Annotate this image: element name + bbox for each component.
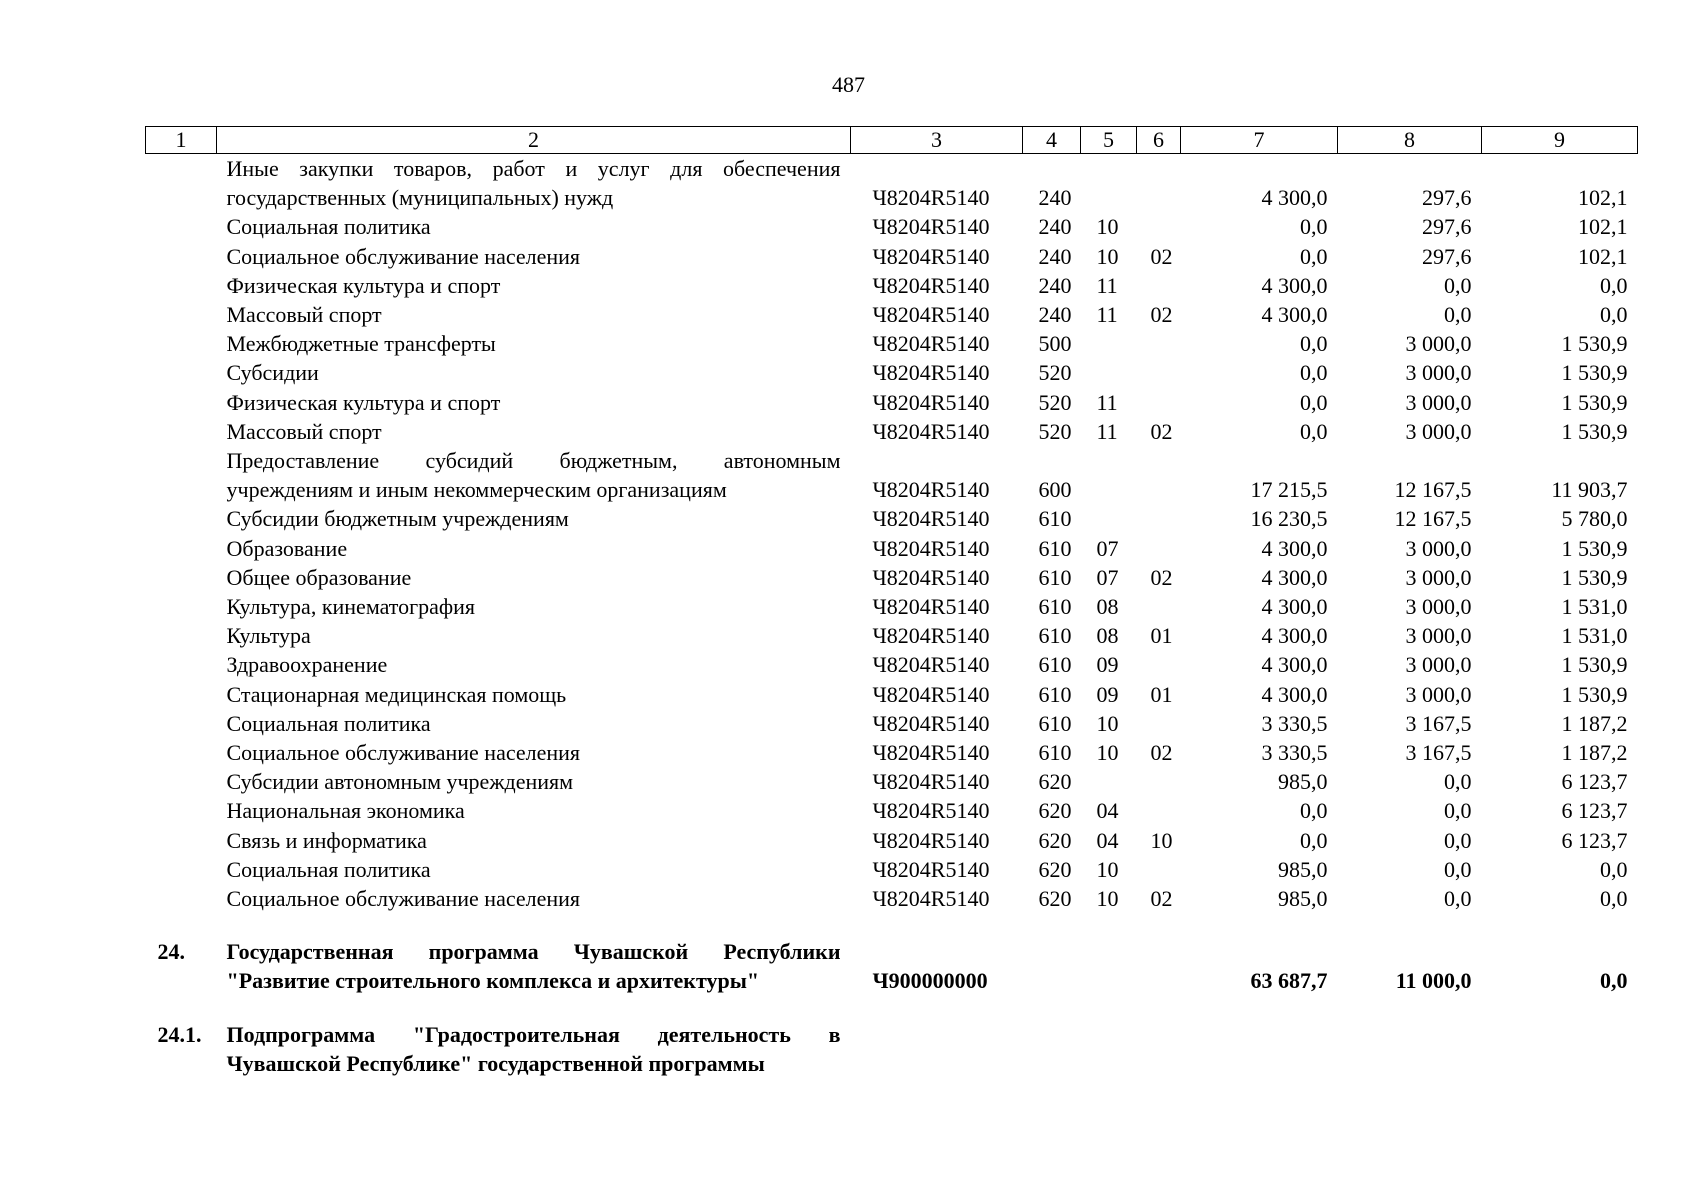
expense-type: 610 bbox=[1038, 535, 1072, 561]
section-code: 07 bbox=[1096, 564, 1119, 590]
subsection-code bbox=[1137, 504, 1181, 533]
col-header-9: 9 bbox=[1482, 127, 1638, 154]
row-number bbox=[146, 446, 217, 504]
table-row bbox=[146, 650, 1638, 679]
row-name: Культура, кинематография bbox=[226, 594, 476, 620]
amount-col-7: 63 687,7 bbox=[1250, 968, 1328, 994]
amount-col-9: 11 903,7 bbox=[1551, 477, 1628, 503]
row-number: 24. bbox=[157, 939, 185, 965]
row-spacer bbox=[146, 996, 1638, 1020]
expense-type: 600 bbox=[1038, 477, 1072, 503]
col-header-7: 7 bbox=[1181, 127, 1338, 154]
expense-type: 620 bbox=[1038, 827, 1072, 853]
row-number bbox=[146, 154, 217, 213]
section-code bbox=[1081, 329, 1137, 358]
amount-col-8: 0,0 bbox=[1444, 769, 1472, 795]
amount-col-7: 3 330,5 bbox=[1261, 710, 1328, 736]
expense-type: 610 bbox=[1038, 681, 1072, 707]
table-row bbox=[146, 358, 1638, 387]
table-row bbox=[146, 504, 1638, 533]
row-name: Связь и информатика bbox=[226, 827, 427, 853]
subsection-code bbox=[1137, 767, 1181, 796]
amount-col-9: 1 530,9 bbox=[1561, 535, 1628, 561]
amount-col-8: 11 000,0 bbox=[1395, 968, 1472, 994]
expense-type bbox=[1023, 1020, 1081, 1078]
amount-col-8: 0,0 bbox=[1444, 827, 1472, 853]
row-name: Социальная политика bbox=[226, 856, 431, 882]
row-number bbox=[146, 504, 217, 533]
subsection-code bbox=[1137, 154, 1181, 213]
subsection-code bbox=[1137, 937, 1181, 995]
section-code: 11 bbox=[1096, 302, 1118, 328]
table-header bbox=[146, 127, 1638, 154]
row-name: Физическая культура и спорт bbox=[226, 389, 501, 415]
expense-type: 620 bbox=[1038, 886, 1072, 912]
expense-type: 620 bbox=[1038, 798, 1072, 824]
amount-col-7: 4 300,0 bbox=[1261, 623, 1328, 649]
table-row bbox=[146, 1020, 1638, 1078]
subsection-code bbox=[1137, 650, 1181, 679]
expense-type: 610 bbox=[1038, 506, 1072, 532]
table-row bbox=[146, 242, 1638, 271]
section-code bbox=[1081, 358, 1137, 387]
row-number bbox=[146, 855, 217, 884]
subsection-code bbox=[1137, 329, 1181, 358]
target-code: Ч8204R5140 bbox=[872, 856, 990, 882]
expense-type: 500 bbox=[1038, 331, 1072, 357]
table-row bbox=[146, 592, 1638, 621]
target-code: Ч8204R5140 bbox=[872, 185, 990, 211]
amount-col-9: 6 123,7 bbox=[1561, 798, 1628, 824]
row-number bbox=[146, 300, 217, 329]
amount-col-8: 3 000,0 bbox=[1405, 389, 1472, 415]
expense-type: 610 bbox=[1038, 594, 1072, 620]
subsection-code: 02 bbox=[1150, 740, 1173, 766]
table-row bbox=[146, 937, 1638, 995]
page-number: 487 bbox=[832, 72, 865, 97]
amount-col-9: 0,0 bbox=[1600, 302, 1628, 328]
table-row bbox=[146, 563, 1638, 592]
row-number bbox=[146, 738, 217, 767]
row-name: Массовый спорт bbox=[226, 418, 382, 444]
amount-col-7: 0,0 bbox=[1300, 798, 1328, 824]
subsection-code: 01 bbox=[1150, 681, 1173, 707]
subsection-code bbox=[1137, 358, 1181, 387]
expense-type: 520 bbox=[1038, 360, 1072, 386]
row-number: 24.1. bbox=[157, 1021, 202, 1047]
table-row bbox=[146, 709, 1638, 738]
section-code bbox=[1081, 154, 1137, 213]
row-name: Субсидии автономным учреждениям bbox=[226, 769, 574, 795]
subsection-code bbox=[1137, 212, 1181, 241]
amount-col-7: 4 300,0 bbox=[1261, 564, 1328, 590]
section-code: 09 bbox=[1096, 652, 1119, 678]
row-number bbox=[146, 796, 217, 825]
amount-col-7: 4 300,0 bbox=[1261, 681, 1328, 707]
expense-type: 520 bbox=[1038, 389, 1072, 415]
amount-col-9: 1 530,9 bbox=[1561, 652, 1628, 678]
row-number bbox=[146, 650, 217, 679]
col-header-6: 6 bbox=[1137, 127, 1181, 154]
table-row bbox=[146, 621, 1638, 650]
target-code: Ч8204R5140 bbox=[872, 214, 990, 240]
table-row bbox=[146, 417, 1638, 446]
col-header-4: 4 bbox=[1023, 127, 1081, 154]
amount-col-7: 4 300,0 bbox=[1261, 652, 1328, 678]
amount-col-9: 1 187,2 bbox=[1561, 710, 1628, 736]
table-row bbox=[146, 855, 1638, 884]
section-code: 10 bbox=[1096, 214, 1119, 240]
amount-col-8: 0,0 bbox=[1444, 856, 1472, 882]
row-name: Стационарная медицинская помощь bbox=[226, 681, 567, 707]
table-row bbox=[146, 446, 1638, 504]
target-code: Ч8204R5140 bbox=[872, 418, 990, 444]
section-code: 10 bbox=[1096, 740, 1119, 766]
amount-col-7: 0,0 bbox=[1300, 389, 1328, 415]
amount-col-8: 0,0 bbox=[1444, 272, 1472, 298]
amount-col-7: 4 300,0 bbox=[1261, 272, 1328, 298]
amount-col-8: 3 000,0 bbox=[1405, 594, 1472, 620]
amount-col-8: 12 167,5 bbox=[1394, 506, 1472, 532]
row-name: Общее образование bbox=[226, 564, 412, 590]
section-code: 11 bbox=[1096, 389, 1118, 415]
amount-col-8: 297,6 bbox=[1422, 243, 1472, 269]
target-code: Ч8204R5140 bbox=[872, 681, 990, 707]
subsection-code bbox=[1137, 271, 1181, 300]
amount-col-9: 6 123,7 bbox=[1561, 769, 1628, 795]
expense-type: 240 bbox=[1038, 214, 1072, 240]
col-header-1: 1 bbox=[146, 127, 217, 154]
row-number bbox=[146, 826, 217, 855]
row-name: Образование bbox=[226, 535, 348, 561]
section-code: 11 bbox=[1096, 418, 1118, 444]
subsection-code: 10 bbox=[1150, 827, 1173, 853]
section-code: 04 bbox=[1096, 827, 1119, 853]
amount-col-9 bbox=[1482, 1020, 1638, 1078]
table-row bbox=[146, 329, 1638, 358]
amount-col-7: 0,0 bbox=[1300, 360, 1328, 386]
row-number bbox=[146, 242, 217, 271]
table-row bbox=[146, 680, 1638, 709]
amount-col-8: 297,6 bbox=[1422, 214, 1472, 240]
amount-col-8: 3 167,5 bbox=[1405, 740, 1472, 766]
row-number bbox=[146, 621, 217, 650]
amount-col-7: 0,0 bbox=[1300, 331, 1328, 357]
spacer-cell bbox=[146, 913, 1638, 937]
row-name: Субсидии bbox=[226, 360, 319, 386]
amount-col-8: 3 000,0 bbox=[1405, 418, 1472, 444]
amount-col-8: 3 000,0 bbox=[1405, 564, 1472, 590]
table-row bbox=[146, 300, 1638, 329]
amount-col-8: 3 000,0 bbox=[1405, 652, 1472, 678]
target-code: Ч8204R5140 bbox=[872, 710, 990, 736]
col-header-8: 8 bbox=[1338, 127, 1482, 154]
expense-type: 610 bbox=[1038, 652, 1072, 678]
row-name: Культура bbox=[226, 623, 311, 649]
amount-col-9: 1 530,9 bbox=[1561, 418, 1628, 444]
row-number bbox=[146, 767, 217, 796]
table-row bbox=[146, 826, 1638, 855]
expense-type: 610 bbox=[1038, 740, 1072, 766]
section-code: 10 bbox=[1096, 886, 1119, 912]
row-name: Социальная политика bbox=[226, 214, 431, 240]
section-code bbox=[1081, 1020, 1137, 1078]
row-number bbox=[146, 212, 217, 241]
row-number bbox=[146, 388, 217, 417]
target-code: Ч8204R5140 bbox=[872, 331, 990, 357]
subsection-code: 02 bbox=[1150, 418, 1173, 444]
amount-col-7: 0,0 bbox=[1300, 214, 1328, 240]
table-row bbox=[146, 212, 1638, 241]
expense-type: 240 bbox=[1038, 243, 1072, 269]
row-name: Социальная политика bbox=[226, 710, 431, 736]
row-name: Социальное обслуживание населения bbox=[226, 243, 581, 269]
subsection-code: 02 bbox=[1150, 243, 1173, 269]
row-name: Национальная экономика bbox=[226, 798, 465, 824]
amount-col-8: 297,6 bbox=[1422, 185, 1472, 211]
amount-col-8: 3 167,5 bbox=[1405, 710, 1472, 736]
amount-col-8: 0,0 bbox=[1444, 886, 1472, 912]
target-code: Ч8204R5140 bbox=[872, 477, 990, 503]
amount-col-8: 3 000,0 bbox=[1405, 535, 1472, 561]
expense-type: 240 bbox=[1038, 302, 1072, 328]
row-name: Государственная программа Чувашской Республики "Развитие строительного комплекса и архитектуры" bbox=[226, 939, 841, 994]
row-name: Межбюджетные трансферты bbox=[226, 331, 496, 357]
amount-col-7: 4 300,0 bbox=[1261, 185, 1328, 211]
amount-col-9: 0,0 bbox=[1600, 886, 1628, 912]
section-code bbox=[1081, 504, 1137, 533]
section-code bbox=[1081, 937, 1137, 995]
target-code: Ч8204R5140 bbox=[872, 594, 990, 620]
subsection-code bbox=[1137, 388, 1181, 417]
subsection-code: 02 bbox=[1150, 564, 1173, 590]
amount-col-8: 0,0 bbox=[1444, 302, 1472, 328]
subsection-code: 02 bbox=[1150, 886, 1173, 912]
section-code: 04 bbox=[1096, 798, 1119, 824]
row-name: Физическая культура и спорт bbox=[226, 272, 501, 298]
expense-type: 520 bbox=[1038, 418, 1072, 444]
row-spacer bbox=[146, 913, 1638, 937]
amount-col-9: 1 187,2 bbox=[1561, 740, 1628, 766]
amount-col-9: 0,0 bbox=[1600, 856, 1628, 882]
row-name: Предоставление субсидий бюджетным, автономным учреждениям и иным некоммерческим организациям bbox=[226, 448, 841, 503]
amount-col-7: 4 300,0 bbox=[1261, 594, 1328, 620]
amount-col-9: 1 530,9 bbox=[1561, 331, 1628, 357]
amount-col-7: 985,0 bbox=[1278, 886, 1328, 912]
subsection-code bbox=[1137, 855, 1181, 884]
table-row bbox=[146, 738, 1638, 767]
section-code: 07 bbox=[1096, 535, 1119, 561]
amount-col-9: 0,0 bbox=[1600, 272, 1628, 298]
column-number-row bbox=[146, 127, 1638, 154]
amount-col-8: 3 000,0 bbox=[1405, 331, 1472, 357]
target-code: Ч8204R5140 bbox=[872, 360, 990, 386]
row-number bbox=[146, 271, 217, 300]
section-code: 10 bbox=[1096, 243, 1119, 269]
target-code: Ч8204R5140 bbox=[872, 389, 990, 415]
target-code: Ч8204R5140 bbox=[872, 886, 990, 912]
table-row bbox=[146, 796, 1638, 825]
row-name: Массовый спорт bbox=[226, 302, 382, 328]
budget-table bbox=[145, 126, 1638, 1078]
target-code bbox=[851, 1020, 1023, 1078]
amount-col-8: 12 167,5 bbox=[1394, 477, 1472, 503]
table-row bbox=[146, 154, 1638, 213]
subsection-code bbox=[1137, 796, 1181, 825]
amount-col-7: 0,0 bbox=[1300, 243, 1328, 269]
subsection-code bbox=[1137, 592, 1181, 621]
target-code: Ч8204R5140 bbox=[872, 798, 990, 824]
amount-col-7: 985,0 bbox=[1278, 769, 1328, 795]
subsection-code: 01 bbox=[1150, 623, 1173, 649]
amount-col-7 bbox=[1181, 1020, 1338, 1078]
section-code: 09 bbox=[1096, 681, 1119, 707]
amount-col-8: 3 000,0 bbox=[1405, 360, 1472, 386]
amount-col-9: 102,1 bbox=[1578, 243, 1628, 269]
target-code: Ч8204R5140 bbox=[872, 272, 990, 298]
subsection-code bbox=[1137, 534, 1181, 563]
section-code: 10 bbox=[1096, 710, 1119, 736]
target-code: Ч8204R5140 bbox=[872, 623, 990, 649]
row-name: Социальное обслуживание населения bbox=[226, 886, 581, 912]
table-row bbox=[146, 884, 1638, 913]
amount-col-8: 0,0 bbox=[1444, 798, 1472, 824]
amount-col-9: 102,1 bbox=[1578, 185, 1628, 211]
amount-col-7: 0,0 bbox=[1300, 827, 1328, 853]
row-number bbox=[146, 358, 217, 387]
expense-type: 240 bbox=[1038, 272, 1072, 298]
section-code: 10 bbox=[1096, 856, 1119, 882]
amount-col-8: 3 000,0 bbox=[1405, 623, 1472, 649]
row-name: Подпрограмма "Градостроительная деятельность в Чувашской Республике" государственной программы bbox=[226, 1021, 841, 1076]
amount-col-8 bbox=[1338, 1020, 1482, 1078]
table-row bbox=[146, 534, 1638, 563]
amount-col-7: 4 300,0 bbox=[1261, 535, 1328, 561]
amount-col-9: 1 531,0 bbox=[1561, 623, 1628, 649]
row-number bbox=[146, 329, 217, 358]
target-code: Ч8204R5140 bbox=[872, 564, 990, 590]
expense-type: 620 bbox=[1038, 769, 1072, 795]
col-header-2: 2 bbox=[217, 127, 851, 154]
section-code bbox=[1081, 767, 1137, 796]
target-code: Ч900000000 bbox=[872, 968, 988, 994]
target-code: Ч8204R5140 bbox=[872, 506, 990, 532]
expense-type: 610 bbox=[1038, 623, 1072, 649]
amount-col-9: 1 530,9 bbox=[1561, 564, 1628, 590]
amount-col-7: 3 330,5 bbox=[1261, 740, 1328, 766]
amount-col-9: 0,0 bbox=[1600, 968, 1628, 994]
table-row bbox=[146, 767, 1638, 796]
expense-type: 610 bbox=[1038, 564, 1072, 590]
col-header-5: 5 bbox=[1081, 127, 1137, 154]
target-code: Ч8204R5140 bbox=[872, 740, 990, 766]
amount-col-9: 6 123,7 bbox=[1561, 827, 1628, 853]
expense-type: 610 bbox=[1038, 710, 1072, 736]
col-header-3: 3 bbox=[851, 127, 1023, 154]
table-row bbox=[146, 271, 1638, 300]
row-number bbox=[146, 534, 217, 563]
target-code: Ч8204R5140 bbox=[872, 535, 990, 561]
target-code: Ч8204R5140 bbox=[872, 652, 990, 678]
amount-col-9: 1 531,0 bbox=[1561, 594, 1628, 620]
subsection-code: 02 bbox=[1150, 302, 1173, 328]
amount-col-7: 4 300,0 bbox=[1261, 302, 1328, 328]
row-name: Здравоохранение bbox=[226, 652, 388, 678]
amount-col-7: 17 215,5 bbox=[1250, 477, 1328, 503]
expense-type bbox=[1023, 937, 1081, 995]
expense-type: 240 bbox=[1038, 185, 1072, 211]
section-code: 08 bbox=[1096, 594, 1119, 620]
row-number bbox=[146, 884, 217, 913]
amount-col-8: 3 000,0 bbox=[1405, 681, 1472, 707]
row-name: Социальное обслуживание населения bbox=[226, 740, 581, 766]
target-code: Ч8204R5140 bbox=[872, 827, 990, 853]
table-row bbox=[146, 388, 1638, 417]
subsection-code bbox=[1137, 709, 1181, 738]
row-number bbox=[146, 709, 217, 738]
section-code: 11 bbox=[1096, 272, 1118, 298]
amount-col-9: 1 530,9 bbox=[1561, 360, 1628, 386]
amount-col-7: 0,0 bbox=[1300, 418, 1328, 444]
row-number bbox=[146, 680, 217, 709]
amount-col-9: 102,1 bbox=[1578, 214, 1628, 240]
spacer-cell bbox=[146, 996, 1638, 1020]
target-code: Ч8204R5140 bbox=[872, 769, 990, 795]
target-code: Ч8204R5140 bbox=[872, 243, 990, 269]
row-number bbox=[146, 417, 217, 446]
table-body bbox=[146, 154, 1638, 1079]
section-code bbox=[1081, 446, 1137, 504]
amount-col-9: 1 530,9 bbox=[1561, 389, 1628, 415]
target-code: Ч8204R5140 bbox=[872, 302, 990, 328]
section-code: 08 bbox=[1096, 623, 1119, 649]
amount-col-9: 1 530,9 bbox=[1561, 681, 1628, 707]
amount-col-9: 5 780,0 bbox=[1561, 506, 1628, 532]
row-name: Иные закупки товаров, работ и услуг для обеспечения государственных (муниципальных) нужд bbox=[226, 156, 841, 211]
row-name: Субсидии бюджетным учреждениям bbox=[226, 506, 569, 532]
amount-col-7: 985,0 bbox=[1278, 856, 1328, 882]
subsection-code bbox=[1137, 1020, 1181, 1078]
expense-type: 620 bbox=[1038, 856, 1072, 882]
subsection-code bbox=[1137, 446, 1181, 504]
row-number bbox=[146, 563, 217, 592]
row-number bbox=[146, 592, 217, 621]
amount-col-7: 16 230,5 bbox=[1250, 506, 1328, 532]
